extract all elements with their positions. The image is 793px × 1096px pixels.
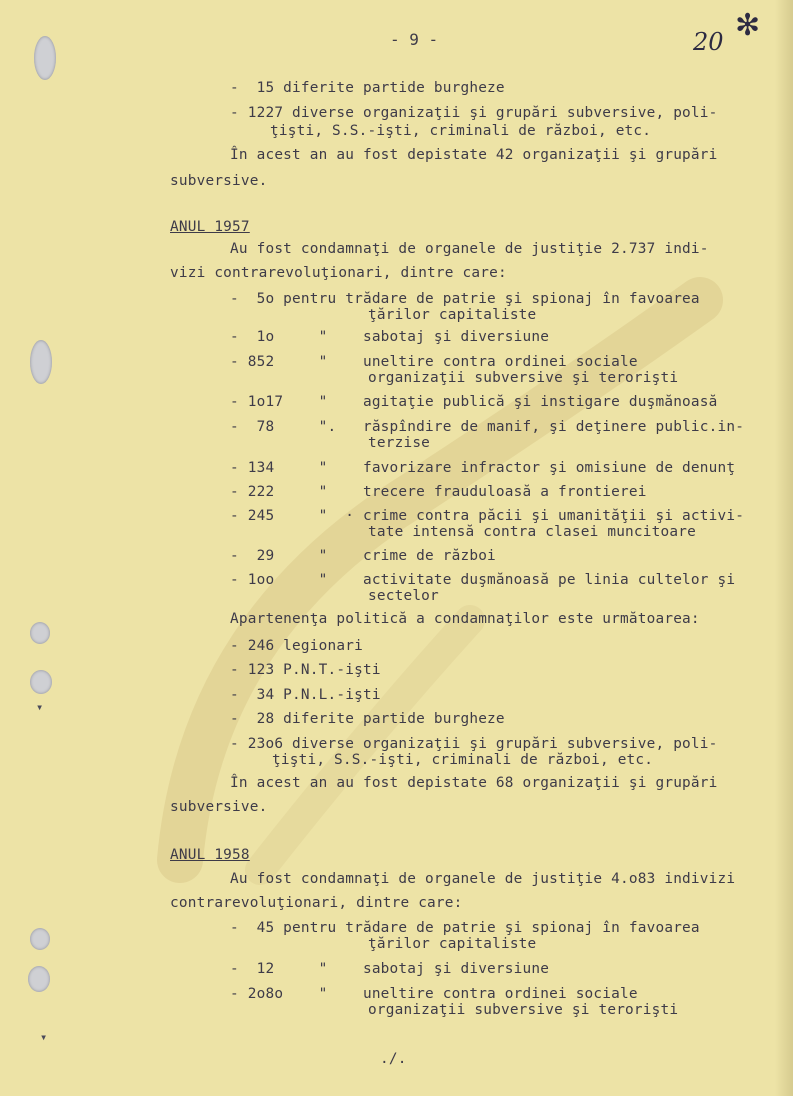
text-line: - 245 " · crime contra păcii şi umanităţii şi activi-	[230, 508, 745, 524]
scan-edge-shadow	[775, 0, 793, 1096]
text-line: organizaţii subversive şi terorişti	[368, 370, 679, 386]
binder-hole	[30, 670, 52, 694]
text-line: În acest an au fost depistate 68 organizaţii şi grupări	[230, 775, 718, 791]
continuation-mark: ./.	[380, 1051, 407, 1067]
margin-mark: ▾	[40, 1030, 48, 1044]
text-line: - 134 " favorizare infractor şi omisiune de denunţ	[230, 460, 736, 476]
text-line: - 29 " crime de război	[230, 548, 496, 564]
text-line: ţişti, S.S.-işti, criminali de război, etc.	[270, 123, 652, 139]
text-line: - 1o " sabotaj şi diversiune	[230, 329, 550, 345]
text-line: terzise	[368, 435, 431, 451]
text-line: - 2o8o " uneltire contra ordinei sociale	[230, 986, 638, 1002]
text-line: tate intensă contra clasei muncitoare	[368, 524, 696, 540]
text-line: ţişti, S.S.-işti, criminali de război, etc.	[272, 752, 654, 768]
binder-hole	[30, 622, 50, 644]
text-line: sectelor	[368, 588, 439, 604]
text-line: - 1oo " activitate duşmănoasă pe linia cultelor şi	[230, 572, 736, 588]
text-line: - 222 " trecere frauduloasă a frontierei	[230, 484, 647, 500]
text-line: În acest an au fost depistate 42 organizaţii şi grupări	[230, 147, 718, 163]
text-line: subversive.	[170, 799, 268, 815]
section-heading-1957: ANUL 1957	[170, 219, 250, 235]
text-line: - 23o6 diverse organizaţii şi grupări subversive, poli-	[230, 736, 718, 752]
handwritten-mark: ✻	[735, 8, 761, 43]
text-line: - 28 diferite partide burgheze	[230, 711, 505, 727]
section-heading-1958: ANUL 1958	[170, 847, 250, 863]
text-line: Au fost condamnaţi de organele de justiţie 2.737 indi-	[230, 241, 709, 257]
text-line: - 1o17 " agitaţie publică şi instigare duşmănoasă	[230, 394, 718, 410]
binder-hole	[30, 928, 50, 950]
text-line: ţărilor capitaliste	[368, 936, 537, 952]
binder-hole	[28, 966, 50, 992]
page-number: - 9 -	[390, 30, 439, 49]
text-line: - 12 " sabotaj şi diversiune	[230, 961, 550, 977]
text-line: ţărilor capitaliste	[368, 307, 537, 323]
text-line: - 246 legionari	[230, 638, 363, 654]
text-line: Au fost condamnaţi de organele de justiţie 4.o83 indivizi	[230, 871, 736, 887]
text-line: - 123 P.N.T.-işti	[230, 662, 381, 678]
text-line: contrarevoluţionari, dintre care:	[170, 895, 463, 911]
binder-hole	[30, 340, 52, 384]
text-line: - 45 pentru trădare de patrie şi spionaj în favoarea	[230, 920, 700, 936]
text-line: - 852 " uneltire contra ordinei sociale	[230, 354, 638, 370]
handwritten-page-note: 20	[693, 28, 724, 56]
text-line: - 1227 diverse organizaţii şi grupări subversive, poli-	[230, 105, 718, 121]
text-line: - 15 diferite partide burgheze	[230, 80, 505, 96]
text-line: - 5o pentru trădare de patrie şi spionaj în favoarea	[230, 291, 700, 307]
binder-hole	[34, 36, 56, 80]
text-line: Apartenenţa politică a condamnaţilor este următoarea:	[230, 611, 700, 627]
text-line: - 78 ". răspîndire de manif, şi deţinere public.in-	[230, 419, 745, 435]
text-line: organizaţii subversive şi terorişti	[368, 1002, 679, 1018]
margin-mark: ▾	[36, 700, 44, 714]
text-line: subversive.	[170, 173, 268, 189]
text-line: - 34 P.N.L.-işti	[230, 687, 381, 703]
text-line: vizi contrarevoluţionari, dintre care:	[170, 265, 507, 281]
